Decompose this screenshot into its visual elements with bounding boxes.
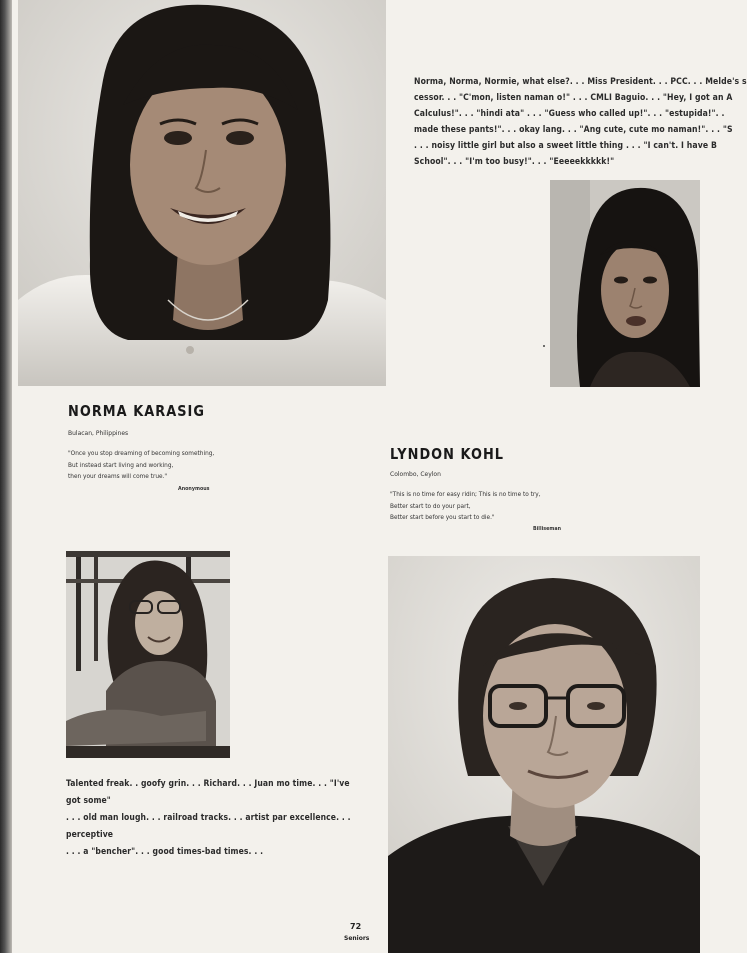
norma-quote-attribution: Anonymous xyxy=(178,487,210,492)
section-label: Seniors xyxy=(344,935,370,942)
norma-personal-blurb xyxy=(414,74,747,170)
blurb-line: . . . noisy little girl but also a sweet little thing . . . "I can't. I have B xyxy=(414,141,717,151)
norma-candid-photo xyxy=(550,180,700,387)
print-speck xyxy=(543,345,545,347)
lyndon-quote-attribution: Billiseman xyxy=(533,527,561,532)
norma-hometown: Bulacan, Philippines xyxy=(68,430,129,437)
blurb-line: . . . old man lough. . . railroad tracks. . . artist par excellence. . . perceptive xyxy=(66,813,351,840)
norma-name-heading: NORMA KARASIG xyxy=(68,402,206,420)
quote-line: "Once you stop dreaming of becoming something, xyxy=(68,451,215,457)
book-spine-shadow xyxy=(0,0,12,953)
quote-line: Better start to do your part, xyxy=(390,503,471,510)
norma-quote xyxy=(68,449,268,484)
quote-line: But instead start living and working, xyxy=(68,462,174,469)
blurb-line: . . . a "bencher". . . good times-bad times. . . xyxy=(66,847,264,857)
lyndon-name-heading: LYNDON KOHL xyxy=(390,445,505,463)
blurb-line: Calculus!". . . "hindi ata" . . . "Guess who called up!". . . "estupida!". . xyxy=(414,109,725,119)
blurb-line: made these pants!". . . okay lang. . . "Ang cute, cute mo naman!". . . "S xyxy=(414,125,733,135)
norma-karasig-portrait-photo xyxy=(18,0,386,386)
quote-line: Better start before you start to die." xyxy=(390,515,495,521)
lyndon-candid-photo xyxy=(66,551,230,758)
quote-line: then your dreams will come true." xyxy=(68,474,168,480)
lyndon-kohl-portrait-photo xyxy=(388,556,700,953)
lyndon-hometown: Colombo, Ceylon xyxy=(390,471,441,478)
blurb-line: Norma, Norma, Normie, what else?. . . Miss President. . . PCC. . . Melde's s xyxy=(414,77,747,87)
page-number: 72 xyxy=(350,922,362,931)
quote-line: "This is no time for easy ridin; This is no time to try, xyxy=(390,492,541,498)
blurb-line: cessor. . . "C'mon, listen naman o!" . . . CMLI Baguio. . . "Hey, I got an A xyxy=(414,93,733,103)
blurb-line: School". . . "I'm too busy!". . . "Eeeeekkkkk!" xyxy=(414,157,615,167)
lyndon-personal-blurb xyxy=(66,776,366,861)
blurb-line: Talented freak. . goofy grin. . . Richard. . . Juan mo time. . . "I've got some" xyxy=(66,779,350,806)
lyndon-quote xyxy=(390,490,610,525)
